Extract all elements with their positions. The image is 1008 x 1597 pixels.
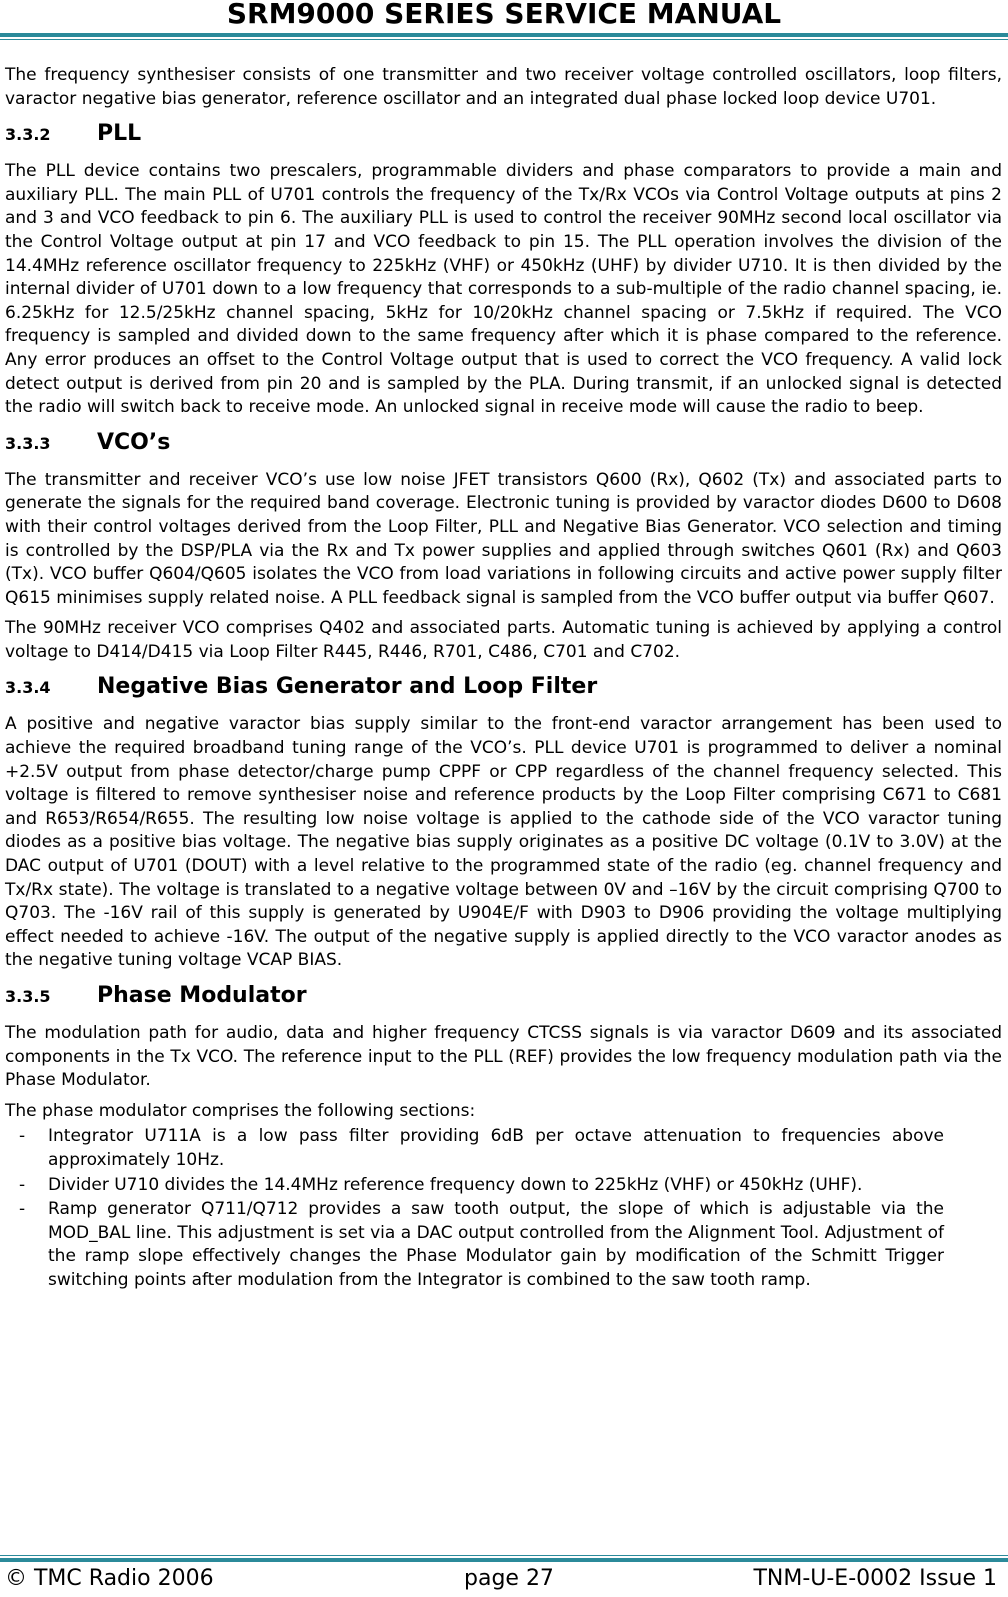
- section-heading-pll: [5, 119, 1002, 150]
- list-item-text: Ramp generator Q711/Q712 provides a saw tooth output, the slope of which is adjustable via the MOD_BAL line. This adjustment is set via a DAC output controlled from the Alignment Tool. Adjustment of the ramp slope effectively changes the Phase Modulator gain by modification of the Schmitt Trigger switching points after modulation from the Integrator is combined to the saw tooth ramp.: [48, 1199, 944, 1290]
- section-heading-phase-modulator: [5, 981, 1002, 1012]
- section-title: Negative Bias Generator and Loop Filter: [97, 674, 598, 700]
- list-item-text: Integrator U711A is a low pass filter providing 6dB per octave attenuation to frequencies above approximately 10Hz.: [48, 1126, 944, 1170]
- paragraph: The transmitter and receiver VCO’s use low noise JFET transistors Q600 (Rx), Q602 (Tx) and associated parts to generate the signals for the required band coverage. Electronic tuning is provided by varactor diodes D600 to D608 with their control voltages derived from the Loop Filter, PLL and Negative Bias Generator. VCO selection and timing is controlled by the DSP/PLA via the Rx and Tx power supplies and applied through switches Q601 (Rx) and Q603 (Tx). VCO buffer Q604/Q605 isolates the VCO from load variations in following circuits and active power supply filter Q615 minimises supply related noise. A PLL feedback signal is sampled from the VCO buffer output via buffer Q607.: [5, 469, 1002, 608]
- section-number: 3.3.2: [5, 125, 51, 145]
- header-rule-thick: [0, 33, 1008, 37]
- paragraph: The PLL device contains two prescalers, programmable dividers and phase comparators to provide a main and auxiliary PLL. The main PLL of U701 controls the frequency of the Tx/Rx VCOs via Control Voltage outputs at pins 2 and 3 and VCO feedback to pin 6. The auxiliary PLL is used to control the receiver 90MHz second local oscillator via the Control Voltage output at pin 17 and VCO feedback to pin 15. The PLL operation involves the division of the 14.4MHz reference oscillator frequency to 225kHz (VHF) or 450kHz (UHF) by divider U710. It is then divided by the internal divider of U701 down to a low frequency that corresponds to a sub-multiple of the radio channel spacing, ie. 6.25kHz for 12.5/25kHz channel spacing, 5kHz for 10/20kHz channel spacing or 7.5kHz if required. The VCO frequency is sampled and divided down to the same frequency after which it is phase compared to the reference. Any error produces an offset to the Control Voltage output that is used to correct the VCO frequency. A valid lock detect output is derived from pin 20 and is sampled by the PLA. During transmit, if an unlocked signal is detected the radio will switch back to receive mode. An unlocked signal in receive mode will cause the radio to beep.: [5, 161, 1002, 418]
- section-heading-negative-bias: [5, 672, 1002, 703]
- list-item: [5, 1174, 1002, 1198]
- phase-modulator-sections-list: [5, 1125, 1002, 1292]
- footer-rule-thick: [0, 1558, 1008, 1562]
- footer-document-id: TNM-U-E-0002 Issue 1: [753, 1566, 997, 1591]
- list-item: [5, 1198, 1002, 1292]
- section-title: VCO’s: [97, 429, 171, 455]
- paragraph: The phase modulator comprises the following sections:: [5, 1100, 476, 1121]
- footer-rule-thin: [0, 1555, 1008, 1556]
- footer-copyright: © TMC Radio 2006: [5, 1566, 214, 1591]
- header-rule-thin: [0, 39, 1008, 40]
- list-marker: -: [19, 1199, 26, 1220]
- section-number: 3.3.4: [5, 678, 51, 698]
- list-item-text: Divider U710 divides the 14.4MHz reference frequency down to 225kHz (VHF) or 450kHz (UHF).: [48, 1174, 863, 1195]
- section-heading-vcos: [5, 428, 1002, 459]
- document-body: [5, 64, 1002, 1294]
- footer-page-number: page 27: [464, 1566, 554, 1591]
- paragraph: The modulation path for audio, data and higher frequency CTCSS signals is via varactor D609 and its associated components in the Tx VCO. The reference input to the PLL (REF) provides the low frequency modulation path via the Phase Modulator.: [5, 1023, 1002, 1091]
- list-item: [5, 1125, 1002, 1172]
- paragraph: The 90MHz receiver VCO comprises Q402 and associated parts. Automatic tuning is achieved by applying a control voltage to D414/D415 via Loop Filter R445, R446, R701, C486, C701 and C702.: [5, 618, 1002, 662]
- list-marker: -: [19, 1126, 26, 1147]
- section-number: 3.3.3: [5, 433, 51, 453]
- page-header-title: SRM9000 SERIES SERVICE MANUAL: [226, 0, 782, 30]
- list-marker: -: [19, 1174, 26, 1195]
- section-title: PLL: [97, 121, 142, 147]
- section-title: Phase Modulator: [97, 983, 307, 1008]
- intro-paragraph: The frequency synthesiser consists of one transmitter and two receiver voltage controlled oscillators, loop filters, varactor negative bias generator, reference oscillator and an integrated dual phase locked loop device U701.: [5, 65, 1002, 109]
- section-number: 3.3.5: [5, 987, 51, 1006]
- paragraph: A positive and negative varactor bias supply similar to the front-end varactor arrangement has been used to achieve the required broadband tuning range of the VCO’s. PLL device U701 is programmed to deliver a nominal +2.5V output from phase detector/charge pump CPPF or CPP regardless of the channel frequency selected. This voltage is filtered to remove synthesiser noise and reference products by the Loop Filter comprising C671 to C681 and R653/R654/R655. The resulting low noise voltage is applied to the cathode side of the VCO varactor tuning diodes as a positive bias voltage. The negative bias supply originates as a positive DC voltage (0.1V to 3.0V) at the DAC output of U701 (DOUT) with a level relative to the programmed state of the radio (eg. channel frequency and Tx/Rx state). The voltage is translated to a negative voltage between 0V and –16V by the circuit comprising Q700 to Q703. The -16V rail of this supply is generated by U904E/F with D903 to D906 providing the voltage multiplying effect needed to achieve -16V. The output of the negative supply is applied directly to the VCO varactor anodes as the negative tuning voltage VCAP BIAS.: [5, 714, 1002, 971]
